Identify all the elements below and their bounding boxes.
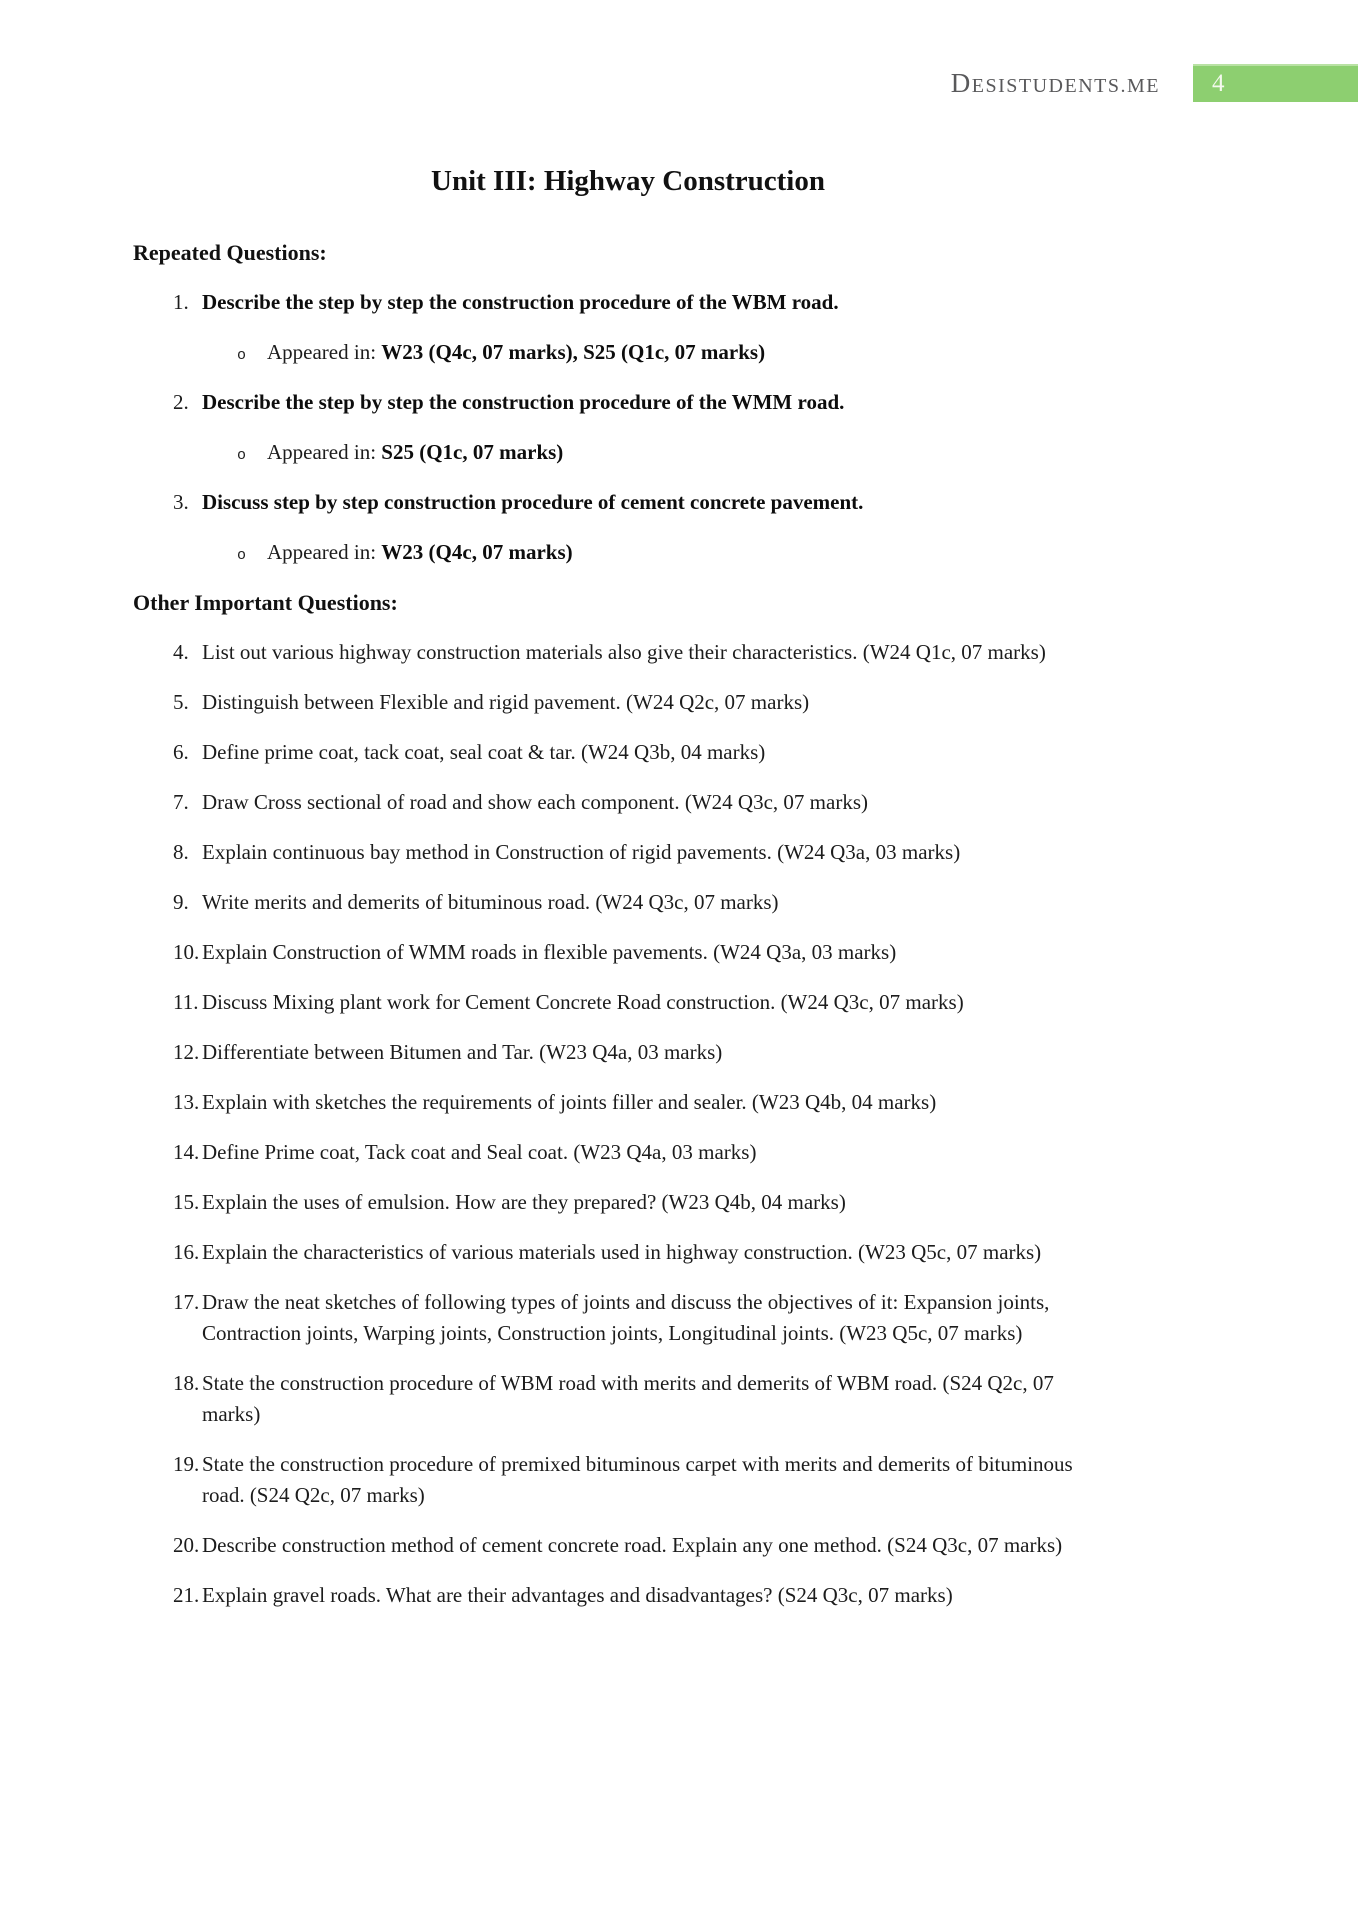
question-item (133, 1530, 1082, 1561)
section-heading-repeated-questions: Repeated Questions: (133, 240, 327, 265)
question-text: Explain the uses of emulsion. How are they prepared? (W23 Q4b, 04 marks) (202, 1190, 846, 1214)
question-number: 11. (173, 990, 199, 1014)
question-text: Explain continuous bay method in Construction of rigid pavements. (W24 Q3a, 03 marks) (202, 840, 961, 864)
question-text: Draw the neat sketches of following types of joints and discuss the objectives of it: Expansion joints, Contraction joints, Warping joints, Construction joints, Longitudinal joints. (W23 Q5c, 07 marks) (202, 1290, 1050, 1345)
question-number: 17. (173, 1290, 200, 1314)
question-number: 5. (173, 690, 189, 714)
question-item (133, 737, 1082, 768)
question-number: 13. (173, 1090, 200, 1114)
question-item (133, 887, 1082, 918)
question-number: 9. (173, 890, 189, 914)
question-item (133, 637, 1082, 668)
question-number: 16. (173, 1240, 200, 1264)
question-number: 2. (173, 390, 189, 414)
page-number: 4 (1212, 70, 1225, 97)
question-number: 18. (173, 1371, 200, 1395)
question-item (133, 487, 1082, 568)
question-item (133, 987, 1082, 1018)
page-number-badge (1193, 64, 1358, 102)
question-text: List out various highway construction materials also give their characteristics. (W24 Q1c, 07 marks) (202, 640, 1046, 664)
question-text: Explain Construction of WMM roads in flexible pavements. (W24 Q3a, 03 marks) (202, 940, 897, 964)
question-number: 21. (173, 1583, 200, 1607)
question-text: Differentiate between Bitumen and Tar. (W23 Q4a, 03 marks) (202, 1040, 723, 1064)
question-text: Define Prime coat, Tack coat and Seal coat. (W23 Q4a, 03 marks) (202, 1140, 757, 1164)
question-number: 19. (173, 1452, 200, 1476)
question-item (133, 1287, 1082, 1349)
question-item (133, 1368, 1082, 1430)
circle-bullet-icon: o (237, 547, 247, 564)
question-text: Describe the step by step the construction procedure of the WMM road. (202, 390, 845, 414)
question-text: Describe construction method of cement concrete road. Explain any one method. (S24 Q3c, 07 marks) (202, 1533, 1063, 1557)
question-item (133, 1137, 1082, 1168)
question-item (133, 1237, 1082, 1268)
appeared-in-value: W23 (Q4c, 07 marks) (381, 540, 573, 564)
question-number: 8. (173, 840, 189, 864)
repeated-questions-list (133, 287, 1123, 568)
question-number: 10. (173, 940, 200, 964)
site-name: DESISTUDENTS.ME (950, 67, 1160, 98)
question-item (133, 1087, 1082, 1118)
question-text: Describe the step by step the construction procedure of the WBM road. (202, 290, 839, 314)
question-number: 20. (173, 1533, 200, 1557)
question-text: Explain gravel roads. What are their advantages and disadvantages? (S24 Q3c, 07 marks) (202, 1583, 953, 1607)
question-text: Distinguish between Flexible and rigid pavement. (W24 Q2c, 07 marks) (202, 690, 810, 714)
page-title: Unit III: Highway Construction (431, 165, 825, 197)
question-text: State the construction procedure of premixed bituminous carpet with merits and demerits of bituminous road. (S24 Q2c, 07 marks) (202, 1452, 1073, 1507)
question-item (133, 1580, 1082, 1611)
question-item (133, 1449, 1082, 1511)
circle-bullet-icon: o (237, 447, 247, 464)
question-number: 6. (173, 740, 189, 764)
appeared-in-label: Appeared in: (267, 340, 382, 364)
question-item (133, 1187, 1082, 1218)
question-item (133, 937, 1082, 968)
question-number: 14. (173, 1140, 200, 1164)
question-text: Draw Cross sectional of road and show each component. (W24 Q3c, 07 marks) (202, 790, 868, 814)
appeared-in-line (202, 337, 1082, 368)
other-questions-list (133, 637, 1123, 1611)
appeared-in-label: Appeared in: (267, 540, 382, 564)
document-body (133, 0, 1123, 1630)
appeared-in-line (202, 437, 1082, 468)
question-item (133, 787, 1082, 818)
question-text: Define prime coat, tack coat, seal coat & tar. (W24 Q3b, 04 marks) (202, 740, 766, 764)
question-item (133, 837, 1082, 868)
question-number: 3. (173, 490, 189, 514)
question-number: 4. (173, 640, 189, 664)
appeared-in-value: S25 (Q1c, 07 marks) (381, 440, 564, 464)
question-text: Discuss Mixing plant work for Cement Concrete Road construction. (W24 Q3c, 07 marks) (202, 990, 964, 1014)
appeared-in-value: W23 (Q4c, 07 marks), S25 (Q1c, 07 marks) (381, 340, 766, 364)
question-number: 15. (173, 1190, 200, 1214)
question-number: 12. (173, 1040, 200, 1064)
circle-bullet-icon: o (237, 347, 247, 364)
question-number: 1. (173, 290, 189, 314)
question-text: Write merits and demerits of bituminous road. (W24 Q3c, 07 marks) (202, 890, 779, 914)
question-item (133, 687, 1082, 718)
question-number: 7. (173, 790, 189, 814)
question-text: Explain with sketches the requirements of joints filler and sealer. (W23 Q4b, 04 marks) (202, 1090, 937, 1114)
question-text: Explain the characteristics of various materials used in highway construction. (W23 Q5c, 07 marks) (202, 1240, 1042, 1264)
question-item (133, 287, 1082, 368)
question-text: State the construction procedure of WBM road with merits and demerits of WBM road. (S24 Q2c, 07 marks) (202, 1371, 1054, 1426)
question-item (133, 387, 1082, 468)
appeared-in-label: Appeared in: (267, 440, 382, 464)
appeared-in-line (202, 537, 1082, 568)
section-heading-other-important-questions: Other Important Questions: (133, 590, 398, 615)
question-item (133, 1037, 1082, 1068)
question-text: Discuss step by step construction procedure of cement concrete pavement. (202, 490, 864, 514)
